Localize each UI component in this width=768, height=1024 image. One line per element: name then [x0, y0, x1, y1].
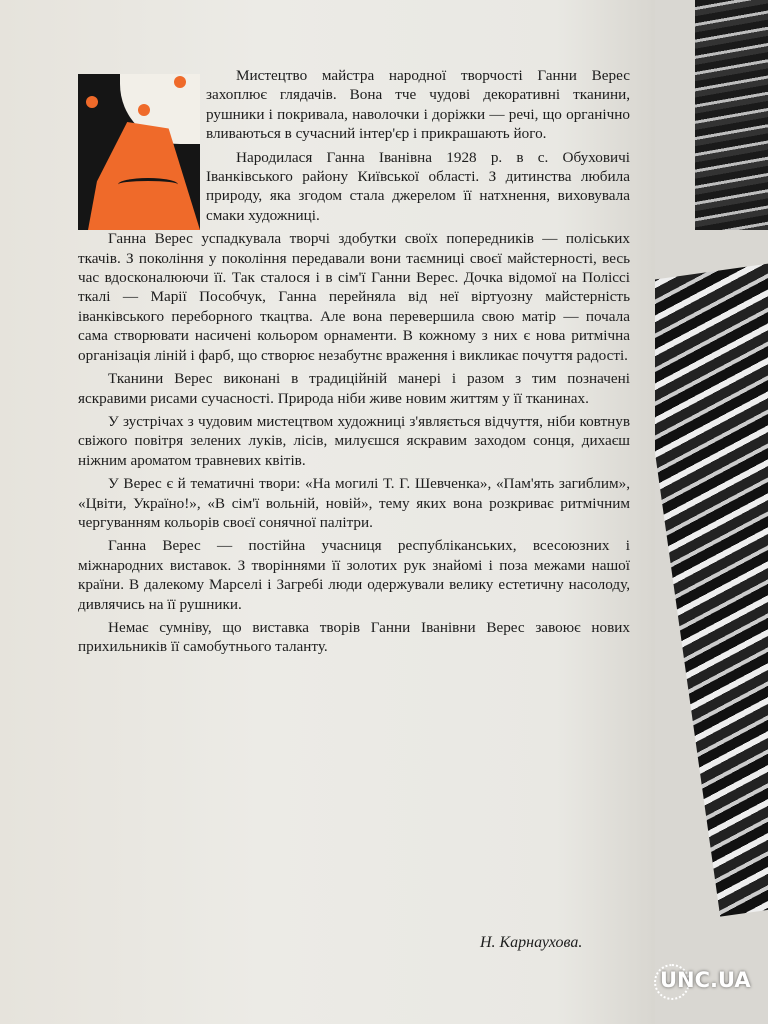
paragraph-birth: Народилася Ганна Іванівна 1928 р. в с. Обуховичі Іванківського району Київської області. З дитинства любила природу, яка згодом стала джерелом її натхнення, виховувала смаки художниці. — [206, 148, 630, 224]
paragraph-manner: Тканини Верес виконані в традиційній манері і разом з тим позначені яскравими рисами сучасності. Природа ніби живе новим життям у її тканинах. — [78, 370, 630, 407]
paragraph-conclusion: Немає сумніву, що виставка творів Ганни Іванівни Верес завоює нових прихильників її самобутнього таланту. — [78, 618, 630, 656]
fabric-top-photo — [695, 0, 768, 230]
watermark-text: UNC.UA — [660, 968, 751, 992]
paragraph-themes: У Верес є й тематичні твори: «На могилі Т. Г. Шевченка», «Пам'ять загиблим», «Цвіти, Україно!», «В сім'ї вольній, новій», тему яких вона розкриває ритмічним чергуванням кольорів своєї сонячної палітри. — [78, 475, 630, 531]
paragraph-exhibitions: Ганна Верес — постійна учасниця республіканських, всесоюзних і міжнародних виставок. З творіннями її золотих рук знайомі і поза межами нашої країни. В далекому Марселі і Загребі люди одержували велику естетичну насолоду, дивлячись на її рушники. — [78, 537, 630, 613]
paragraph-intro: Мистецтво майстра народної творчості Ганни Верес захоплює глядачів. Вона тче чудові декоративні тканини, рушники і покривала, наволочки і доріжки — речі, що органічно вливаються в сучасний інтер'єр і прикрашають його. — [206, 67, 630, 143]
article-text — [78, 66, 630, 661]
paragraph-impression: У зустрічах з чудовим мистецтвом художниці з'являється відчуття, ніби ковтнув свіжого повітря зелених луків, лісів, милуєшся яскравим заходом сонця, дихаєш ніжним ароматом травневих квітів. — [78, 412, 630, 469]
woven-towel-photo — [655, 263, 768, 916]
facing-page-photo — [655, 0, 768, 1024]
author-signature: Н. Карнаухова. — [480, 934, 583, 951]
paragraph-heritage: Ганна Верес успадкувала творчі здобутки своїх попередників — поліських ткачів. З покоління у покоління передавали вони таємниці своєї майстерності, весь час вдосконалюючи її. Так сталося і в сім'ї Ганни Верес. Дочка відомої на Поліссі ткалі — Марії Пособчук, Ганна перейняла від неї віртуозну майстерність іванківського переборного ткацтва. Але вона перевершила свою матір — почала сама створювати насичені кольором орнаменти. В кожному з них є нова ритмічна організація ліній і фарб, що створює незабутнє враження і викликає почуття радості. — [78, 230, 630, 364]
